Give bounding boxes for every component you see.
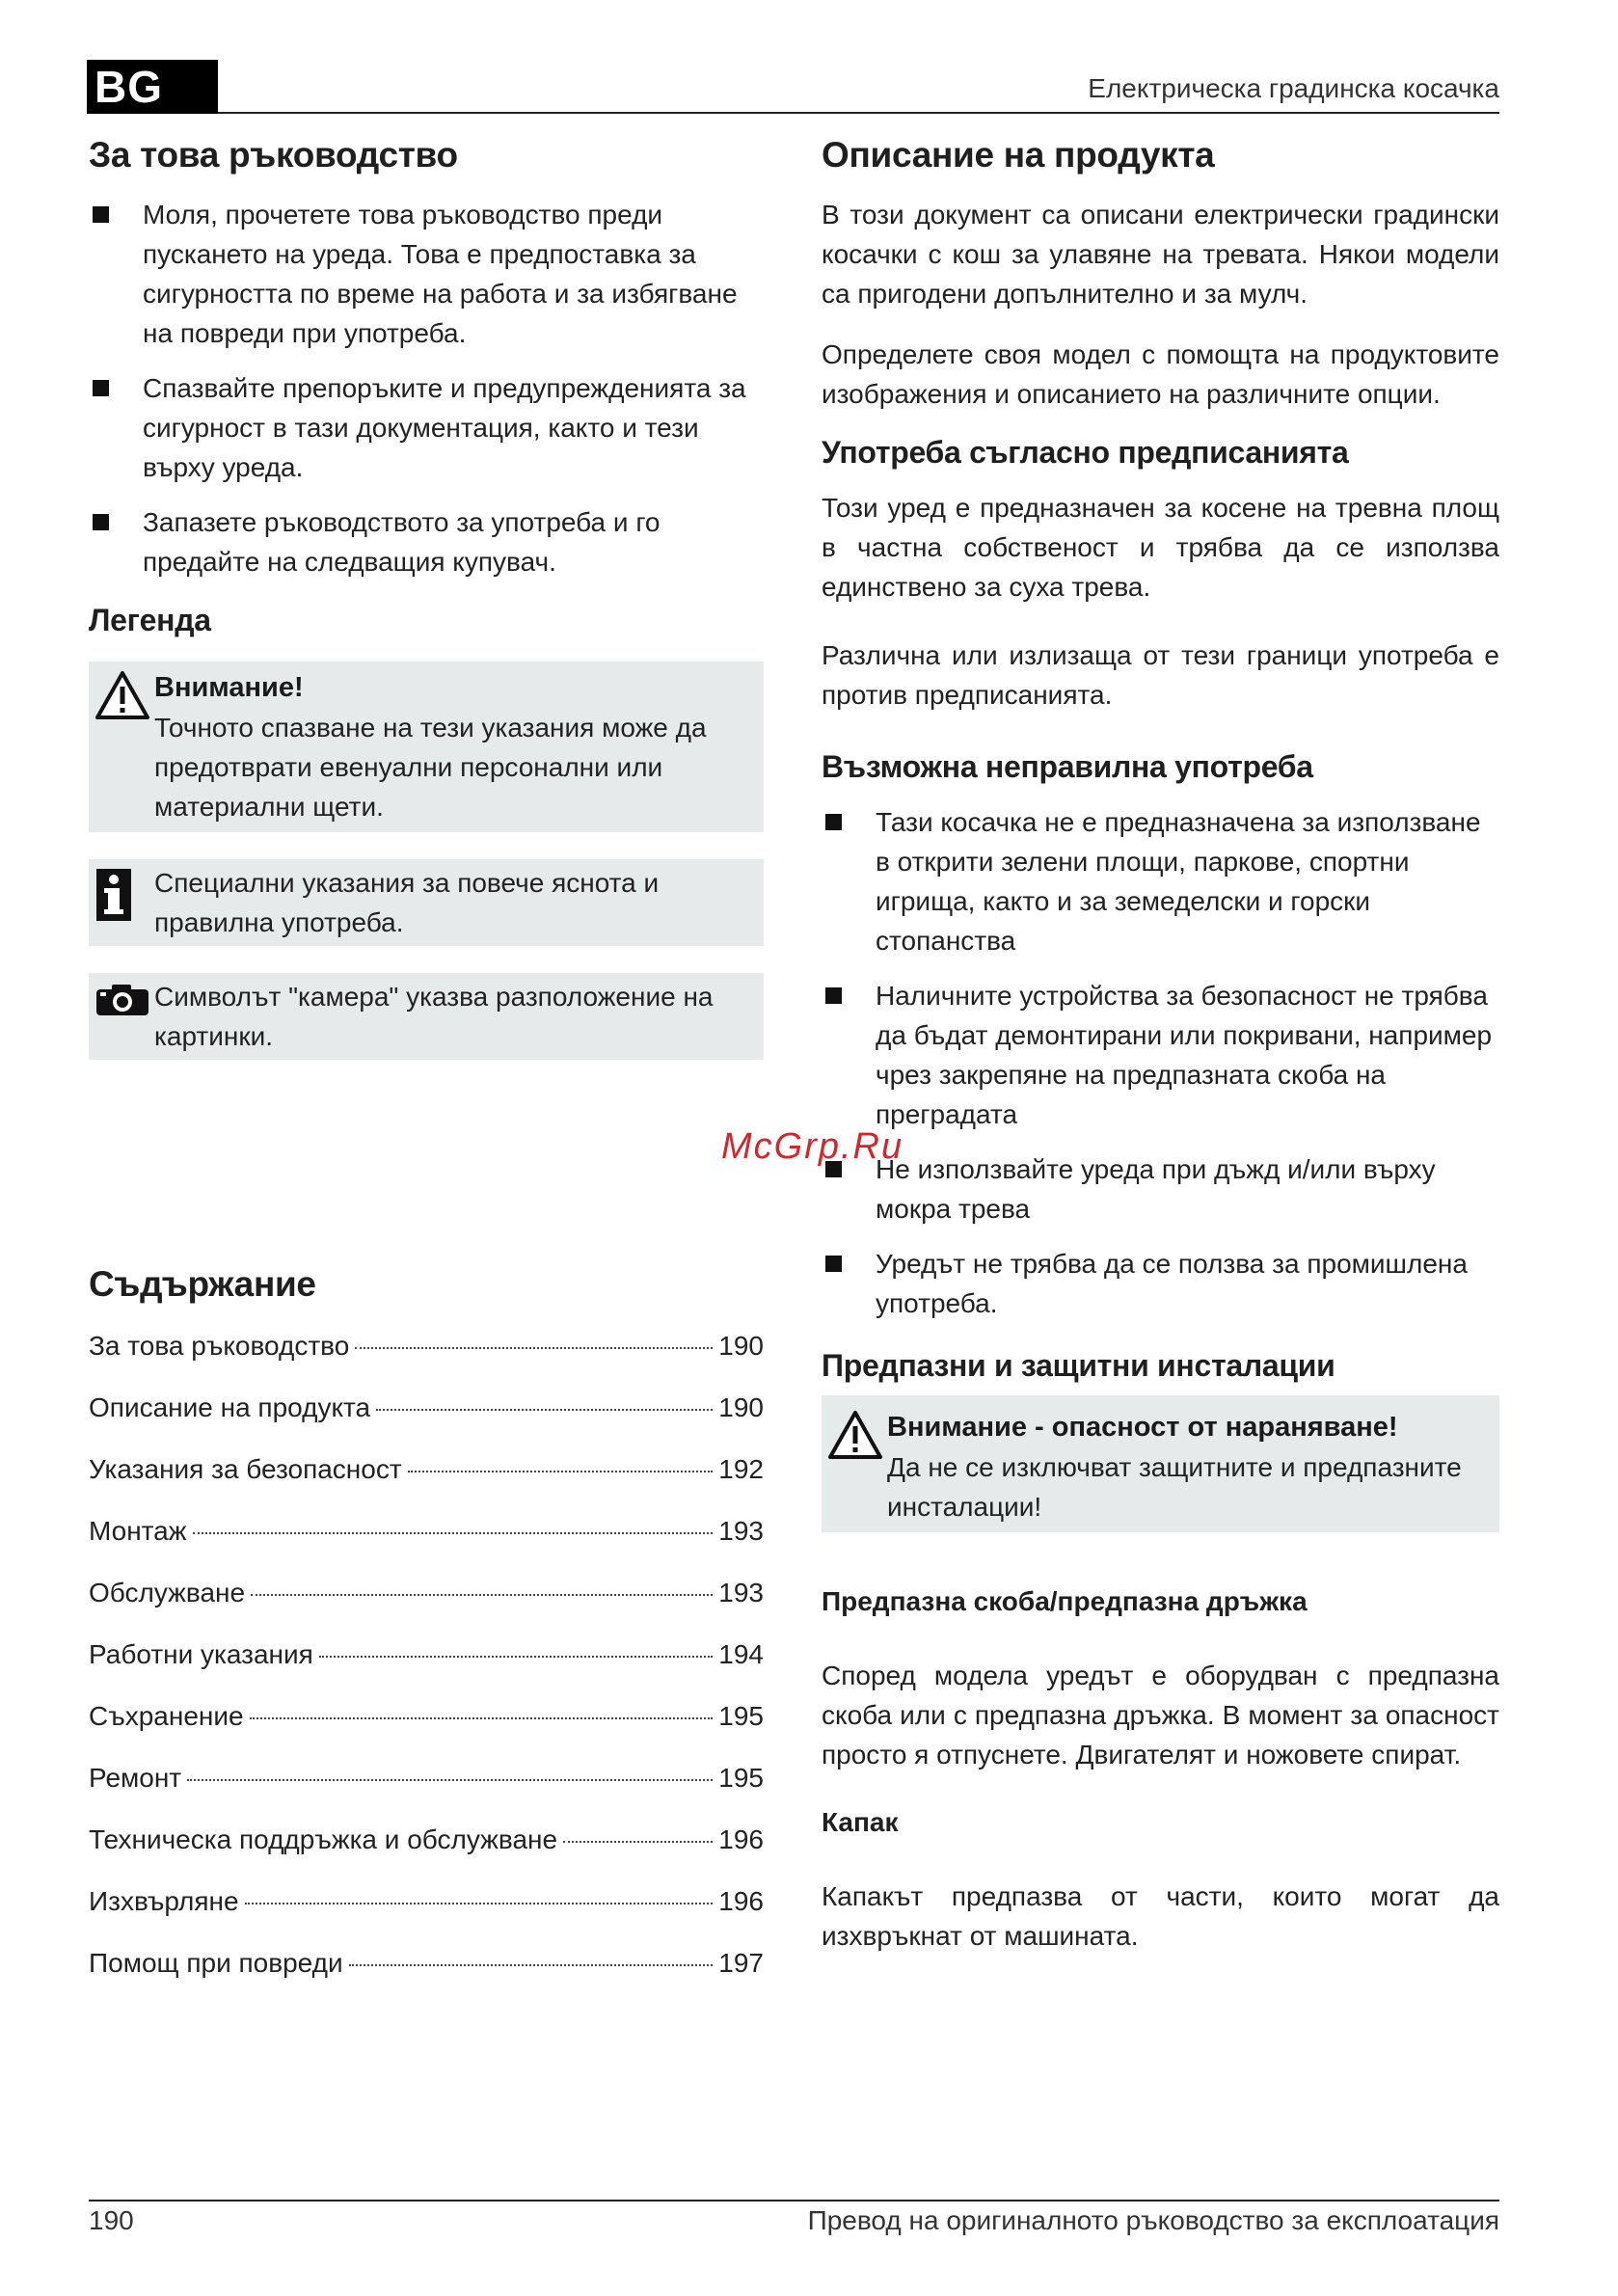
bracket-paragraph: Според модела уредът е оборудван с предпазна скоба или с предпазна дръжка. В момент за опасност просто я отпуснете. Двигателят и ножовете спират. <box>822 1661 1499 1769</box>
protective-heading: Предпазни и защитни инсталации <box>822 1348 1335 1383</box>
page-number: 190 <box>89 2205 134 2235</box>
info-box <box>89 859 764 946</box>
footer-rule <box>89 2200 1499 2201</box>
bullet-square-icon <box>93 514 109 530</box>
footer-text: Превод на оригиналното ръководство за експлоатация <box>807 2205 1499 2235</box>
list-item: Тази косачка не е предназначена за използване в открити зелени площи, паркове, спортни игрища, както и за земеделски и горски стопанства <box>822 802 1499 960</box>
camera-icon <box>94 983 150 1022</box>
cover-heading: Капак <box>822 1807 899 1837</box>
toc-entry[interactable]: Помощ при повреди 197 <box>89 1948 764 1978</box>
toc-entry[interactable]: Техническа поддръжка и обслужване 196 <box>89 1824 764 1854</box>
toc-entry[interactable]: Ремонт 195 <box>89 1763 764 1793</box>
toc-entry[interactable]: Съхранение 195 <box>89 1701 764 1731</box>
bullet-square-icon <box>825 814 842 830</box>
info-icon <box>94 867 133 928</box>
list-item: Наличните устройства за безопасност не трябва да бъдат демонтирани или покривани, например чрез закрепяне на предпазната скоба на преградата <box>822 976 1499 1134</box>
warning-triangle-icon <box>94 669 150 726</box>
danger-box <box>822 1395 1499 1532</box>
legend-heading: Легенда <box>89 603 211 637</box>
product-paragraph-2: Определете своя модел с помощта на продуктовите изображения и описанието на различните опции. <box>822 339 1499 409</box>
warning-box <box>89 662 764 832</box>
warning-triangle-icon <box>827 1409 883 1466</box>
list-item: Моля, прочетете това ръководство преди пускането на уреда. Това е предпоставка за сигурността по време на работа и за избягване на повреди при употреба. <box>89 195 764 353</box>
misuse-list <box>822 802 1499 1323</box>
language-badge: BG <box>87 60 218 114</box>
warning-title: Внимание! <box>154 672 304 703</box>
usage-heading: Употреба съгласно предписанията <box>822 435 1349 470</box>
list-item: Не използвайте уреда при дъжд и/или върху мокра трева <box>822 1149 1499 1229</box>
bullet-square-icon <box>825 987 842 1004</box>
bullet-square-icon <box>825 1256 842 1272</box>
toc-entry[interactable]: Работни указания 194 <box>89 1639 764 1669</box>
toc-entry[interactable]: Монтаж 193 <box>89 1516 764 1546</box>
list-item: Спазвайте препоръките и предупрежденията за сигурност в тази документация, както и тези върху уреда. <box>89 368 764 487</box>
product-paragraph-1: В този документ са описани електрически градински косачки с кош за улавяне на тревата. Някои модели са пригодени допълнително и за мулч. <box>822 200 1499 309</box>
toc-entry[interactable]: Описание на продукта 190 <box>89 1392 764 1422</box>
about-heading: За това ръководство <box>89 135 458 175</box>
danger-title: Внимание - опасност от нараняване! <box>887 1412 1398 1443</box>
toc-entry[interactable]: Указания за безопасност 192 <box>89 1454 764 1484</box>
bullet-square-icon <box>93 206 109 223</box>
table-of-contents <box>89 1326 764 2005</box>
watermark-text: McGrp.Ru <box>721 1126 904 1167</box>
cover-paragraph: Капакът предпазва от части, които могат да изхвръкнат от машината. <box>822 1881 1499 1951</box>
camera-box <box>89 973 764 1060</box>
header-rule <box>218 112 1499 114</box>
info-text: Специални указания за повече яснота и правилна употреба. <box>154 868 660 937</box>
list-item: Уредът не трябва да се ползва за промишлена употреба. <box>822 1244 1499 1323</box>
warning-text: Точното спазване на тези указания може да предотврати евенуални персонални или материални щети. <box>154 713 707 822</box>
product-heading: Описание на продукта <box>822 135 1215 175</box>
toc-heading: Съдържание <box>89 1264 316 1304</box>
right-column <box>822 135 1499 1977</box>
danger-text: Да не се изключват защитните и предпазните инсталации! <box>887 1452 1462 1522</box>
header-title: Електрическа градинска косачка <box>1088 73 1499 103</box>
about-list <box>89 195 764 581</box>
misuse-heading: Възможна неправилна употреба <box>822 749 1313 784</box>
toc-entry[interactable]: За това ръководство 190 <box>89 1331 764 1361</box>
toc-entry[interactable]: Обслужване 193 <box>89 1578 764 1607</box>
toc-entry[interactable]: Изхвърляне 196 <box>89 1886 764 1916</box>
bracket-heading: Предпазна скоба/предпазна дръжка <box>822 1586 1308 1616</box>
usage-paragraph-1: Този уред е предназначен за косене на тревна площ в частна собственост и трябва да се използва единствено за суха трева. <box>822 493 1499 602</box>
list-item: Запазете ръководството за употреба и го предайте на следващия купувач. <box>89 502 764 581</box>
usage-paragraph-2: Различна или излизаща от тези граници употреба е против предписанията. <box>822 640 1499 710</box>
bullet-square-icon <box>93 380 109 396</box>
camera-text: Символът "камера" указва разположение на картинки. <box>154 982 714 1051</box>
left-column <box>89 135 764 2005</box>
